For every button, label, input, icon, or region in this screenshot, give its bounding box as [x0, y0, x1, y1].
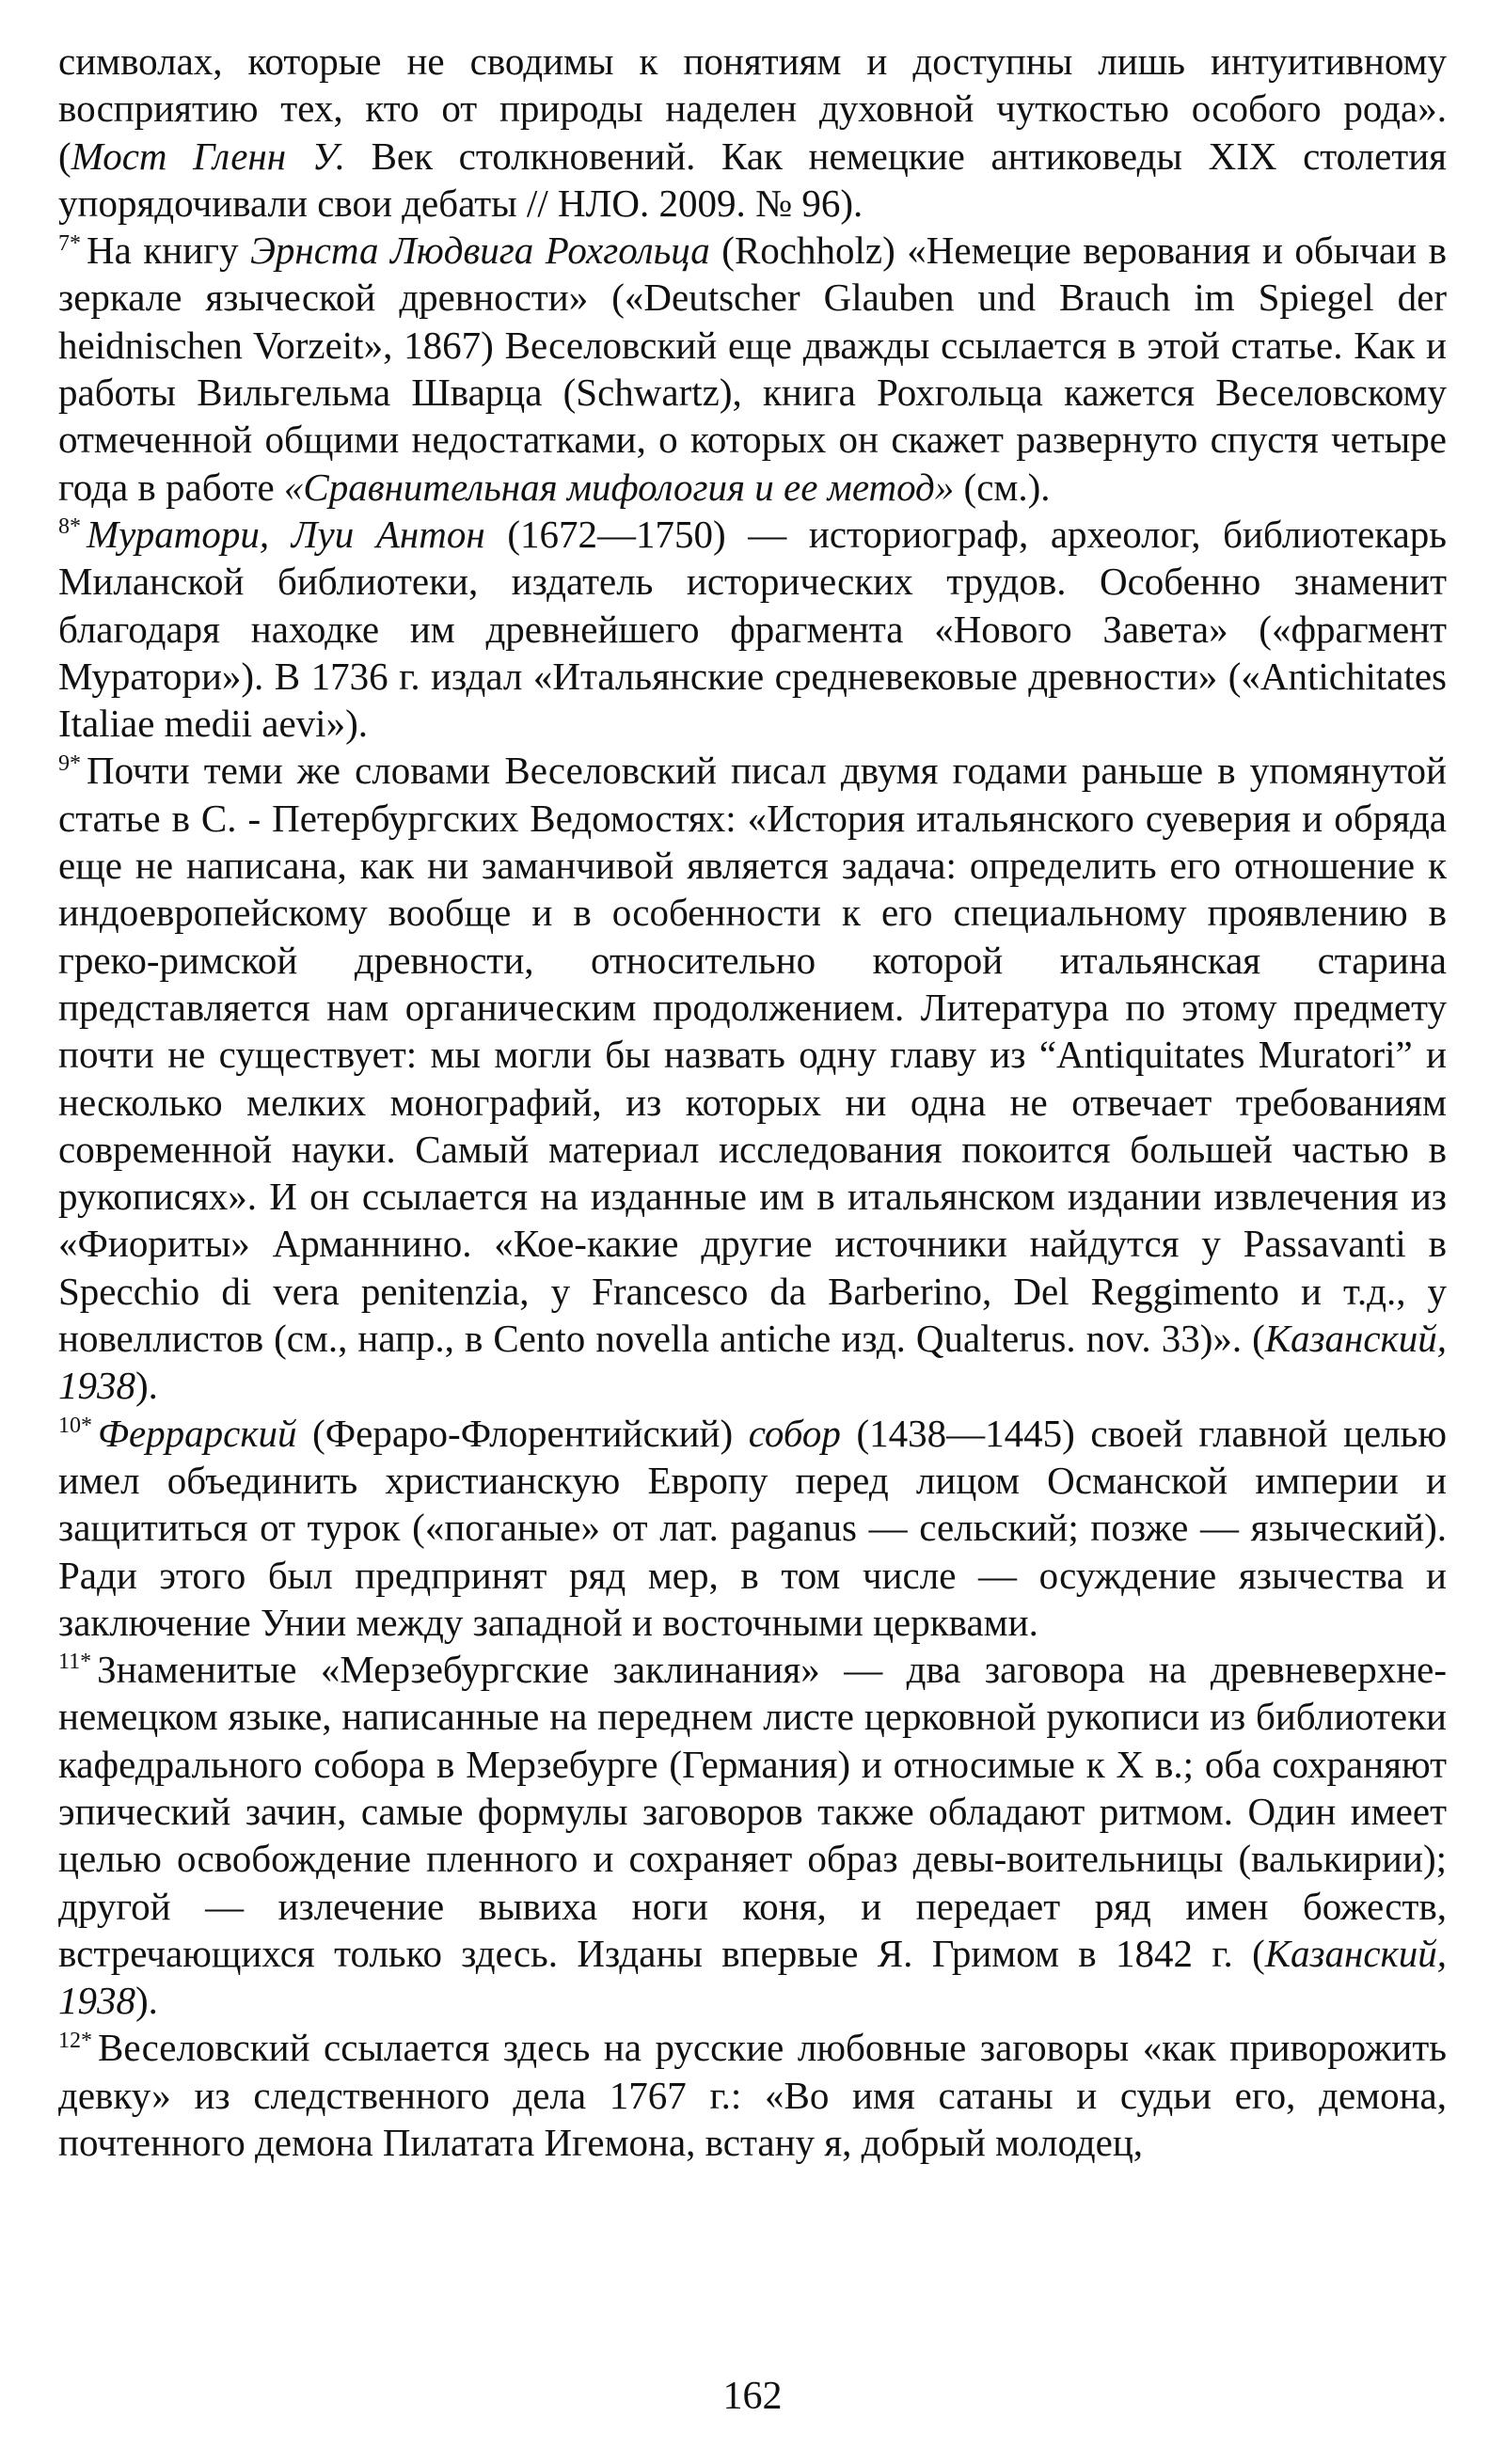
note-text-italic: Муратори, Луи Антон	[87, 512, 485, 556]
note-text: символах, которые не сводимы к понятиям и доступны лишь интуитивному восприятию тех, кто от природы наделен духовной чуткостью особого рода». (	[58, 39, 1447, 178]
footnote-10	[58, 1410, 1447, 1646]
footnote-12	[58, 2024, 1447, 2166]
note-text: Знаменитые «Мерзебургские заклинания» — два заговора на древневерхне-немецком языке, написанные на переднем листе церковной рукописи из библиотеки кафедрального собора в Мерзебурге (Германия) и относимые к X в.; оба сохраняют эпический зачин, самые формулы заговоров также обладают ритмом. Один имеет целью освобождение пленного и сохраняет образ девы-воительницы (валькирии); другой — излечение вывиха ноги коня, и передает ряд имен божеств, встречающихся только здесь. Изданы впервые Я. Гримом в 1842 г. (	[58, 1648, 1447, 1975]
footnote-marker: 8*	[58, 514, 81, 540]
note-text-italic: Мост Гленн У.	[71, 134, 345, 178]
footnote-marker: 10*	[58, 1413, 92, 1438]
footnote-7	[58, 227, 1447, 511]
note-text: (Rochholz) «Немецие верования и обычаи в зеркале языческой древности» («Deutscher Glauben und Brauch im Spiegel der heidnischen Vorzeit», 1867) Веселовский еще дважды ссылается в этой статье. Как и работы Вильгельма Шварца (Schwartz), книга Рохгольца кажется Веселовскому отмеченной общими недостатками, о которых он скажет развернуто спустя четыре года в работе	[58, 229, 1447, 509]
footnote-8	[58, 511, 1447, 747]
footnote-11	[58, 1646, 1447, 2024]
note-text: Почти теми же словами Веселовский писал двумя годами раньше в упомянутой статье в С. - Петербургских Ведомостях: «История итальянского суеверия и обряда еще не написана, как ни заманчивой является задача: определить его отношение к индоевропейскому вообще и в особенности к его специальному проявлению в греко-римской древности, относительно которой итальянская старина представляется нам органическим продолжением. Литература по этому предмету почти не существует: мы могли бы назвать одну главу из “Antiquitates Muratori” и несколько мелких монографий, из которых ни одна не отвечает требованиям современной науки. Самый материал исследования покоится большей частью в рукописях». И он ссылается на изданные им в итальянском издании извлечения из «Фиориты» Арманнино. «Кое-какие другие источники найдутся у Passavanti в Specchio di vera penitenzia, у Francesco da Barberino, Del Reggimento и т.д., у новеллистов (см., напр., в Cento novella antiche изд. Qualterus. nov. 33)». (	[58, 749, 1447, 1361]
note-text-italic: собор	[748, 1411, 841, 1455]
footnote-marker: 12*	[58, 2028, 92, 2053]
note-text: ).	[135, 1979, 158, 2023]
note-text: Веселовский ссылается здесь на русские любовные заговоры «как приворожить девку» из следственного дела 1767 г.: «Во имя сатаны и судьи его, демона, почтенного демона Пилатата Игемона, встану я, добрый молодец,	[58, 2026, 1447, 2165]
note-text: На книгу	[87, 229, 251, 273]
footnote-marker: 7*	[58, 230, 81, 256]
note-text-italic: Казанский, 1938	[58, 1317, 1447, 1408]
note-text: (см.).	[954, 465, 1051, 509]
note-text-italic: Эрнста Людвига Рохгольца	[250, 229, 710, 273]
note-text-italic: Феррарский	[98, 1411, 297, 1455]
note-text: (1672—1750) — историограф, археолог, библиотекарь Миланской библиотеки, издатель исторических трудов. Особенно знаменит благодаря находке им древнейшего фрагмента «Нового Завета» («фрагмент Муратори»). В 1736 г. издал «Итальянские средневековые древности» («Antichitates Italiae medii aevi»).	[58, 512, 1447, 746]
footnote-continuation	[58, 38, 1447, 227]
page-number: 162	[722, 2375, 783, 2418]
note-text-italic: «Сравнительная мифология и ее метод»	[283, 465, 955, 509]
note-text-italic: Казанский, 1938	[58, 1931, 1447, 2023]
footnote-marker: 11*	[58, 1650, 92, 1675]
footnote-marker: 9*	[58, 750, 81, 776]
note-text: Век столкновений. Как немецкие антиковеды XIX столетия упорядочивали свои дебаты // НЛО. 2009. № 96).	[58, 134, 1447, 225]
note-text: ).	[135, 1364, 158, 1408]
footnote-9	[58, 747, 1447, 1409]
note-text: (1438—1445) своей главной целью имел объединить христианскую Европу перед лицом Османской империи и защититься от турок («поганые» от лат. paganus — сельский; позже — языческий). Ради этого был предпринят ряд мер, в том числе — осуждение язычества и заключение Унии между западной и восточными церквами.	[58, 1411, 1447, 1644]
note-text: (Фераро-Флорентийский)	[296, 1411, 749, 1455]
footnotes-column	[58, 38, 1447, 2166]
